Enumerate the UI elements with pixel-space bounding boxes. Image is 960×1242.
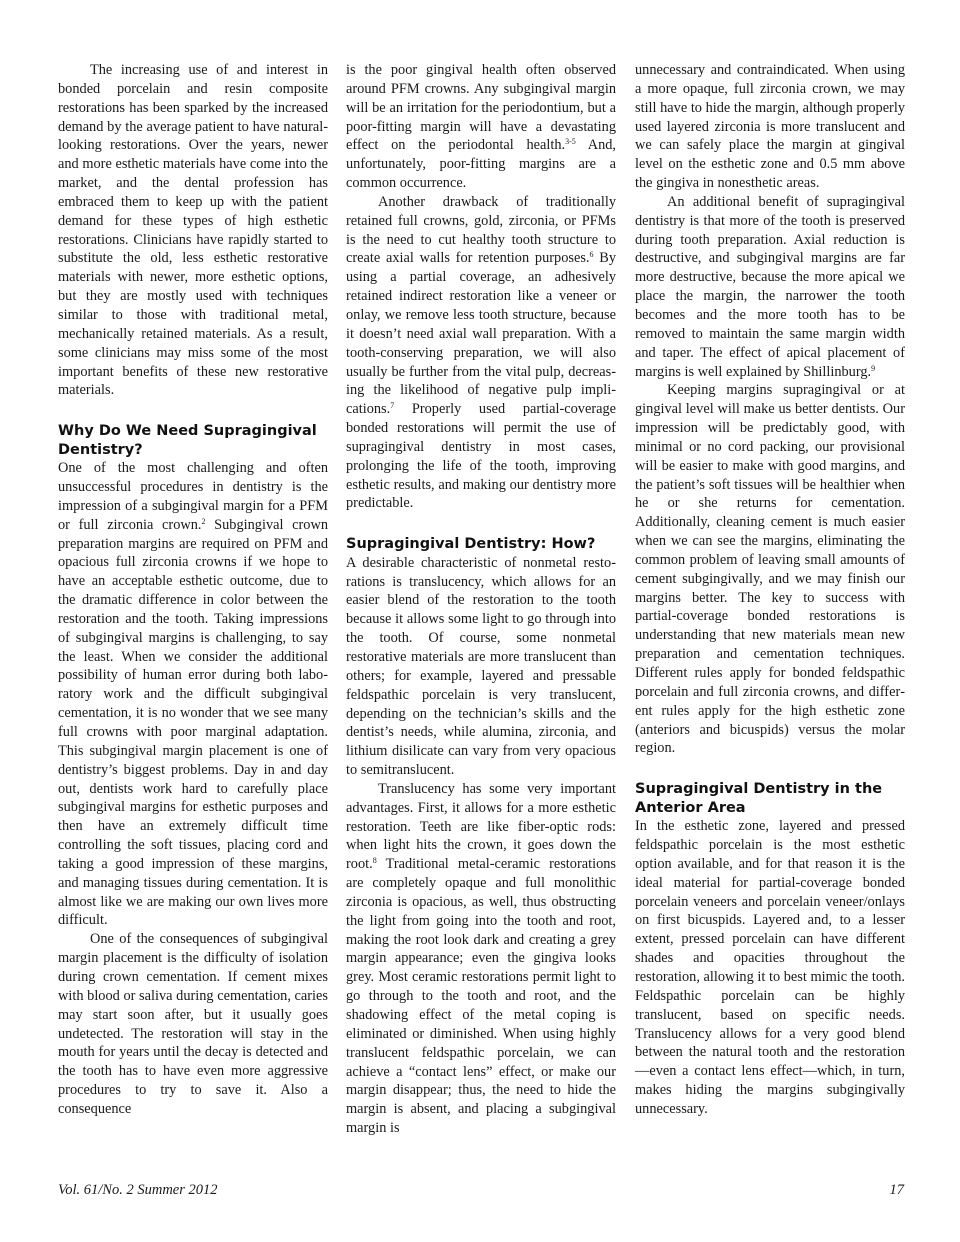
paragraph-text: And, unfortunately, poor-fitting margins are a common occurrence.: [346, 137, 617, 192]
paragraph: In the esthetic zone, layered and pressed feldspathic porcelain is the most esthetic option available, and for that reason it is the ideal material for partial-coverage bonded porcelain veneers and porcelain veneer/onlays on first bicuspids. Layered and, to a lesser extent, pressed porcelain can have different shades and opacities throughout the restoration, allowing it to best mimic the tooth. Feldspathic porcelain can be highly translucent, based on specific needs. Translucency allows for a very good blend between the natural tooth and the restoration—even a contact lens effect—which, in turn, makes hiding the margins subgingivally unnecessary.: [635, 818, 905, 1117]
section-heading-anterior-area: Supragingival Dentistry in the Anterior Area: [635, 781, 883, 816]
paragraph: [635, 193, 905, 381]
text-column-3: [635, 61, 905, 1119]
paragraph-text: Subgingival crown preparation margins are required on PFM and opacious full zirconia crowns if we hope to have an acceptable esthetic outcome, due to the dramatic difference in color between the restoration and the tooth. Taking impressions of subgingival margins is challenging, to say the least. When we consider the additional possibility of human error during both laboratory work and the difficult subgingival cementation, it is no wonder that we see many full crowns with poor marginal adaptation. This subgingival margin placement is one of dentistry’s biggest problems. Day in and day out, dentists work hard to carefully place subgingival margins for esthetic purposes and then have an extremely difficult time controlling the soft tissues, placing cord and taking a good impression of these margins, and managing tissues during cementation. It is almost like we are making our own lives more difficult.: [58, 516, 328, 929]
paragraph-text: An additional benefit of supragingival dentistry is that more of the tooth is preserved during tooth preparation. Axial reduction is destructive, and subgingival margins are far more destructive, because the more apical we place the margin, the narrower the tooth becomes and the more tooth has to be removed to maintain the same margin width and taper. The effect of apical placement of margins is well explained by Shillinburg.: [635, 193, 905, 380]
citation-superscript: 9: [871, 363, 876, 373]
paragraph-text: By using a partial coverage, an adhesively retained indirect restoration like a veneer or onlay, we remove less tooth structure, because it doesn’t need axial wall preparation. With a tooth-conserving preparation, we will also usually be further from the vital pulp, decreasing the likelihood of negative pulp implications.: [346, 250, 616, 418]
paragraph: [346, 61, 616, 193]
page-number: 17: [889, 1182, 904, 1198]
paragraph: unnecessary and contraindicated. When using a more opaque, full zirconia crown, we may still have to hide the margin, although properly used layered zirconia is more translucent and we can safely place the margin at gingival level on the esthetic zone and 0.5 mm above the gingiva in nonesthetic areas.: [635, 62, 905, 192]
paragraph-text: One of the most challenging and often unsuccessful procedures in dentistry is the impression of a subgingival margin for a PFM or full zirconia crown.: [58, 460, 328, 533]
paragraph: A desirable characteristic of nonmetal restorations is translucency, which allows for an easier blend of the restoration to the tooth because it allows some light to go through into the tooth. Of course, some nonmetal restorative materials are more translucent than others; for example, layered and pressable feldspathic porcelain is very translucent, depending on the technician’s skills and the dentist’s needs, while alumina, zirconia, and lithium disilicate can vary from very opacious to semitranslucent.: [346, 554, 616, 779]
paragraph-text: Translucency has some very important advantages. First, it allows for a more esthetic restoration. Teeth are like fiber-optic rods: when light hits the crown, it goes down the root.: [346, 780, 616, 873]
text-column-2: [346, 61, 616, 1138]
paragraph: The increasing use of and interest in bonded porcelain and resin composite restorations has been sparked by the increased demand by the average patient to have natural-looking restorations. Over the years, newer and more esthetic materials have come into the market, and the dental profession has embraced them to keep up with the patient demand for these types of high esthetic restorations. Clinicians have rapidly started to substitute the old, less esthetic restorative materials with newer, more esthetic options, but they are mostly used with techniques similar to those with traditional metal, mechanically retained materials. As a result, some clinicians may miss some of the most important benefits of these new restorative materials.: [58, 62, 328, 399]
section-heading-how: Supragingival Dentistry: How?: [346, 536, 596, 553]
section-heading-why-supragingival: Why Do We Need Supragingival Dentistry?: [58, 423, 317, 458]
paragraph-text: Another drawback of traditionally retained full crowns, gold, zirconia, or PFMs is the need to cut healthy tooth structure to create axial walls for retention purposes.: [346, 193, 616, 267]
paragraph-text: Properly used partial-coverage bonded restorations will permit the use of supragingival dentistry in most cases, prolonging the life of the tooth, improving esthetic results, and making our dentistry more predictable.: [346, 401, 616, 512]
paragraph: One of the consequences of subgingival margin placement is the difficulty of isolation during crown cementation. If cement mixes with blood or saliva during cementation, caries may start soon after, but it usually goes undetected. The restoration will stay in the mouth for years until the decay is detected and the tooth has to have even more aggressive procedures to try to save it. Also a consequence: [58, 931, 328, 1117]
citation-superscript: 6: [589, 250, 594, 260]
citation-superscript: 3-5: [565, 137, 576, 147]
citation-superscript: 7: [390, 401, 395, 411]
citation-superscript: 2: [201, 516, 206, 526]
paragraph: [58, 459, 328, 930]
journal-issue-footer: Vol. 61/No. 2 Summer 2012: [58, 1182, 218, 1198]
paragraph: [346, 780, 616, 1138]
citation-superscript: 8: [372, 856, 377, 866]
paragraph: Keeping margins supragingival or at gingival level will make us better dentists. Our impression will be predictably good, with minimal or no cord packing, our provisional will be easier to make with good margins, and the patient’s soft tissues will be healthier when he or she returns for cementation. Additionally, cleaning cement is much easier when we can see the margins, eliminating the common problem of leaving small amounts of cement subgingivally, and we may finish our margins better. The key to success with partial-coverage bonded restorations is understanding that new materials mean new preparation and cementation techniques. Different rules apply for bonded feldspathic porcelain and full zirconia crowns, and different rules apply for the high esthetic zone (anteriors and bicuspids) versus the molar region.: [635, 382, 905, 757]
paragraph-text: Traditional metal-ceramic restorations are completely opaque and full monolithic zirconia is opacious, as well, thus obstructing the light from going into the tooth and root, making the root look dark and creating a grey margin appearance; even the gingiva looks grey. Most ceramic restorations permit light to go through to the tooth and root, and the shadowing effect of the metal coping is eliminated or diminished. When using highly translucent feldspathic porcelain, we can achieve a “contact lens” effect, or make our margin disappear; thus, the need to hide the margin is absent, and placing a subgingival margin is: [346, 856, 616, 1137]
text-column-1: [58, 61, 328, 1119]
paragraph: [346, 193, 616, 513]
paragraph-text: is the poor gingival health often observed around PFM crowns. Any subgingival margin will be an irritation for the periodontium, but a poor-fitting margin will have a devastating effect on the periodontal health.: [346, 62, 616, 154]
